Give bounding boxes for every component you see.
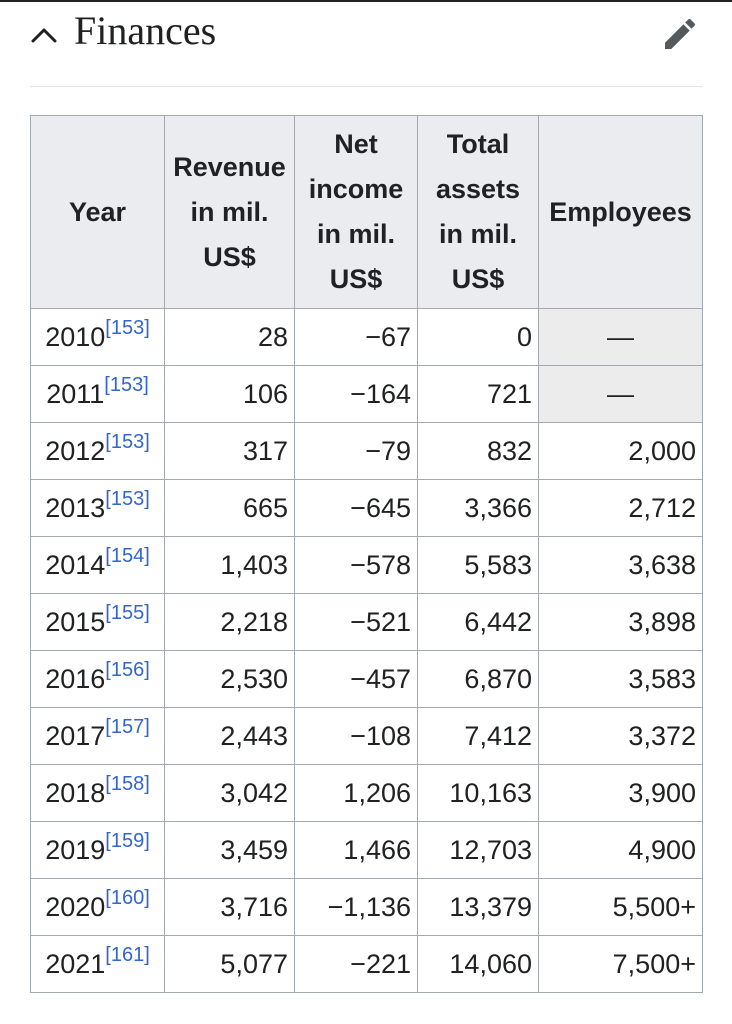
table-row (31, 309, 703, 366)
year-value: 2014 (45, 550, 106, 580)
year-cell (31, 309, 165, 366)
net-income-cell: −578 (295, 537, 418, 594)
section-title: Finances (74, 8, 217, 53)
net-income-cell: 1,206 (295, 765, 418, 822)
reference-link[interactable]: [159] (105, 830, 150, 852)
reference-link[interactable]: [160] (105, 887, 150, 909)
total-assets-cell: 7,412 (418, 708, 539, 765)
total-assets-cell: 12,703 (418, 822, 539, 879)
employees-cell: 3,900 (539, 765, 703, 822)
year-cell (31, 537, 165, 594)
year-cell (31, 879, 165, 936)
total-assets-cell: 721 (418, 366, 539, 423)
year-value: 2020 (45, 892, 106, 922)
revenue-cell: 2,443 (165, 708, 295, 765)
employees-cell: 3,372 (539, 708, 703, 765)
header-employees: Employees (539, 116, 703, 309)
net-income-cell: −108 (295, 708, 418, 765)
total-assets-cell: 5,583 (418, 537, 539, 594)
section-header (30, 8, 702, 87)
employees-cell: 5,500+ (539, 879, 703, 936)
employees-cell: 2,712 (539, 480, 703, 537)
revenue-cell: 2,218 (165, 594, 295, 651)
net-income-cell: −79 (295, 423, 418, 480)
table-row (31, 594, 703, 651)
reference-link[interactable]: [156] (105, 659, 150, 681)
net-income-cell: −457 (295, 651, 418, 708)
reference-link[interactable]: [158] (105, 773, 150, 795)
net-income-cell: −67 (295, 309, 418, 366)
revenue-cell: 28 (165, 309, 295, 366)
revenue-cell: 3,459 (165, 822, 295, 879)
net-income-cell: −521 (295, 594, 418, 651)
year-cell (31, 594, 165, 651)
year-cell (31, 366, 165, 423)
net-income-cell: −645 (295, 480, 418, 537)
table-row (31, 366, 703, 423)
revenue-cell: 317 (165, 423, 295, 480)
table-row (31, 936, 703, 993)
total-assets-cell: 13,379 (418, 879, 539, 936)
reference-link[interactable]: [154] (105, 545, 150, 567)
employees-cell: — (539, 309, 703, 366)
year-cell (31, 423, 165, 480)
reference-link[interactable]: [153] (104, 374, 149, 396)
year-cell (31, 651, 165, 708)
net-income-cell: 1,466 (295, 822, 418, 879)
employees-cell: 4,900 (539, 822, 703, 879)
year-value: 2015 (45, 607, 106, 637)
table-row (31, 423, 703, 480)
net-income-cell: −1,136 (295, 879, 418, 936)
pencil-icon[interactable] (660, 14, 700, 54)
revenue-cell: 3,042 (165, 765, 295, 822)
table-row (31, 822, 703, 879)
table-row (31, 537, 703, 594)
reference-link[interactable]: [153] (105, 488, 150, 510)
header-revenue: Revenue in mil. US$ (165, 116, 295, 309)
employees-cell: — (539, 366, 703, 423)
year-value: 2017 (45, 721, 106, 751)
revenue-cell: 106 (165, 366, 295, 423)
year-cell (31, 936, 165, 993)
employees-cell: 2,000 (539, 423, 703, 480)
year-value: 2011 (46, 379, 105, 409)
top-divider (0, 0, 732, 2)
employees-cell: 3,898 (539, 594, 703, 651)
reference-link[interactable]: [153] (105, 431, 150, 453)
revenue-cell: 2,530 (165, 651, 295, 708)
year-cell (31, 708, 165, 765)
net-income-cell: −221 (295, 936, 418, 993)
revenue-cell: 1,403 (165, 537, 295, 594)
total-assets-cell: 3,366 (418, 480, 539, 537)
chevron-up-icon[interactable] (30, 24, 58, 48)
reference-link[interactable]: [155] (105, 602, 150, 624)
table-row (31, 879, 703, 936)
year-cell (31, 480, 165, 537)
year-value: 2016 (45, 664, 106, 694)
year-value: 2018 (45, 778, 106, 808)
year-value: 2013 (45, 493, 106, 523)
year-value: 2021 (45, 949, 106, 979)
reference-link[interactable]: [157] (105, 716, 150, 738)
year-cell (31, 822, 165, 879)
year-value: 2019 (45, 835, 106, 865)
employees-cell: 3,583 (539, 651, 703, 708)
net-income-cell: −164 (295, 366, 418, 423)
total-assets-cell: 0 (418, 309, 539, 366)
employees-cell: 7,500+ (539, 936, 703, 993)
reference-link[interactable]: [161] (105, 944, 150, 966)
total-assets-cell: 14,060 (418, 936, 539, 993)
total-assets-cell: 6,870 (418, 651, 539, 708)
header-total-assets: Total assets in mil. US$ (418, 116, 539, 309)
header-net-income: Net income in mil. US$ (295, 116, 418, 309)
revenue-cell: 3,716 (165, 879, 295, 936)
revenue-cell: 5,077 (165, 936, 295, 993)
header-year: Year (31, 116, 165, 309)
total-assets-cell: 832 (418, 423, 539, 480)
employees-cell: 3,638 (539, 537, 703, 594)
year-value: 2012 (45, 436, 106, 466)
table-row (31, 651, 703, 708)
table-header-row (31, 116, 703, 309)
year-value: 2010 (45, 322, 106, 352)
total-assets-cell: 6,442 (418, 594, 539, 651)
year-cell (31, 765, 165, 822)
reference-link[interactable]: [153] (105, 317, 150, 339)
finances-table (30, 115, 703, 993)
total-assets-cell: 10,163 (418, 765, 539, 822)
revenue-cell: 665 (165, 480, 295, 537)
table-row (31, 765, 703, 822)
table-row (31, 708, 703, 765)
table-row (31, 480, 703, 537)
